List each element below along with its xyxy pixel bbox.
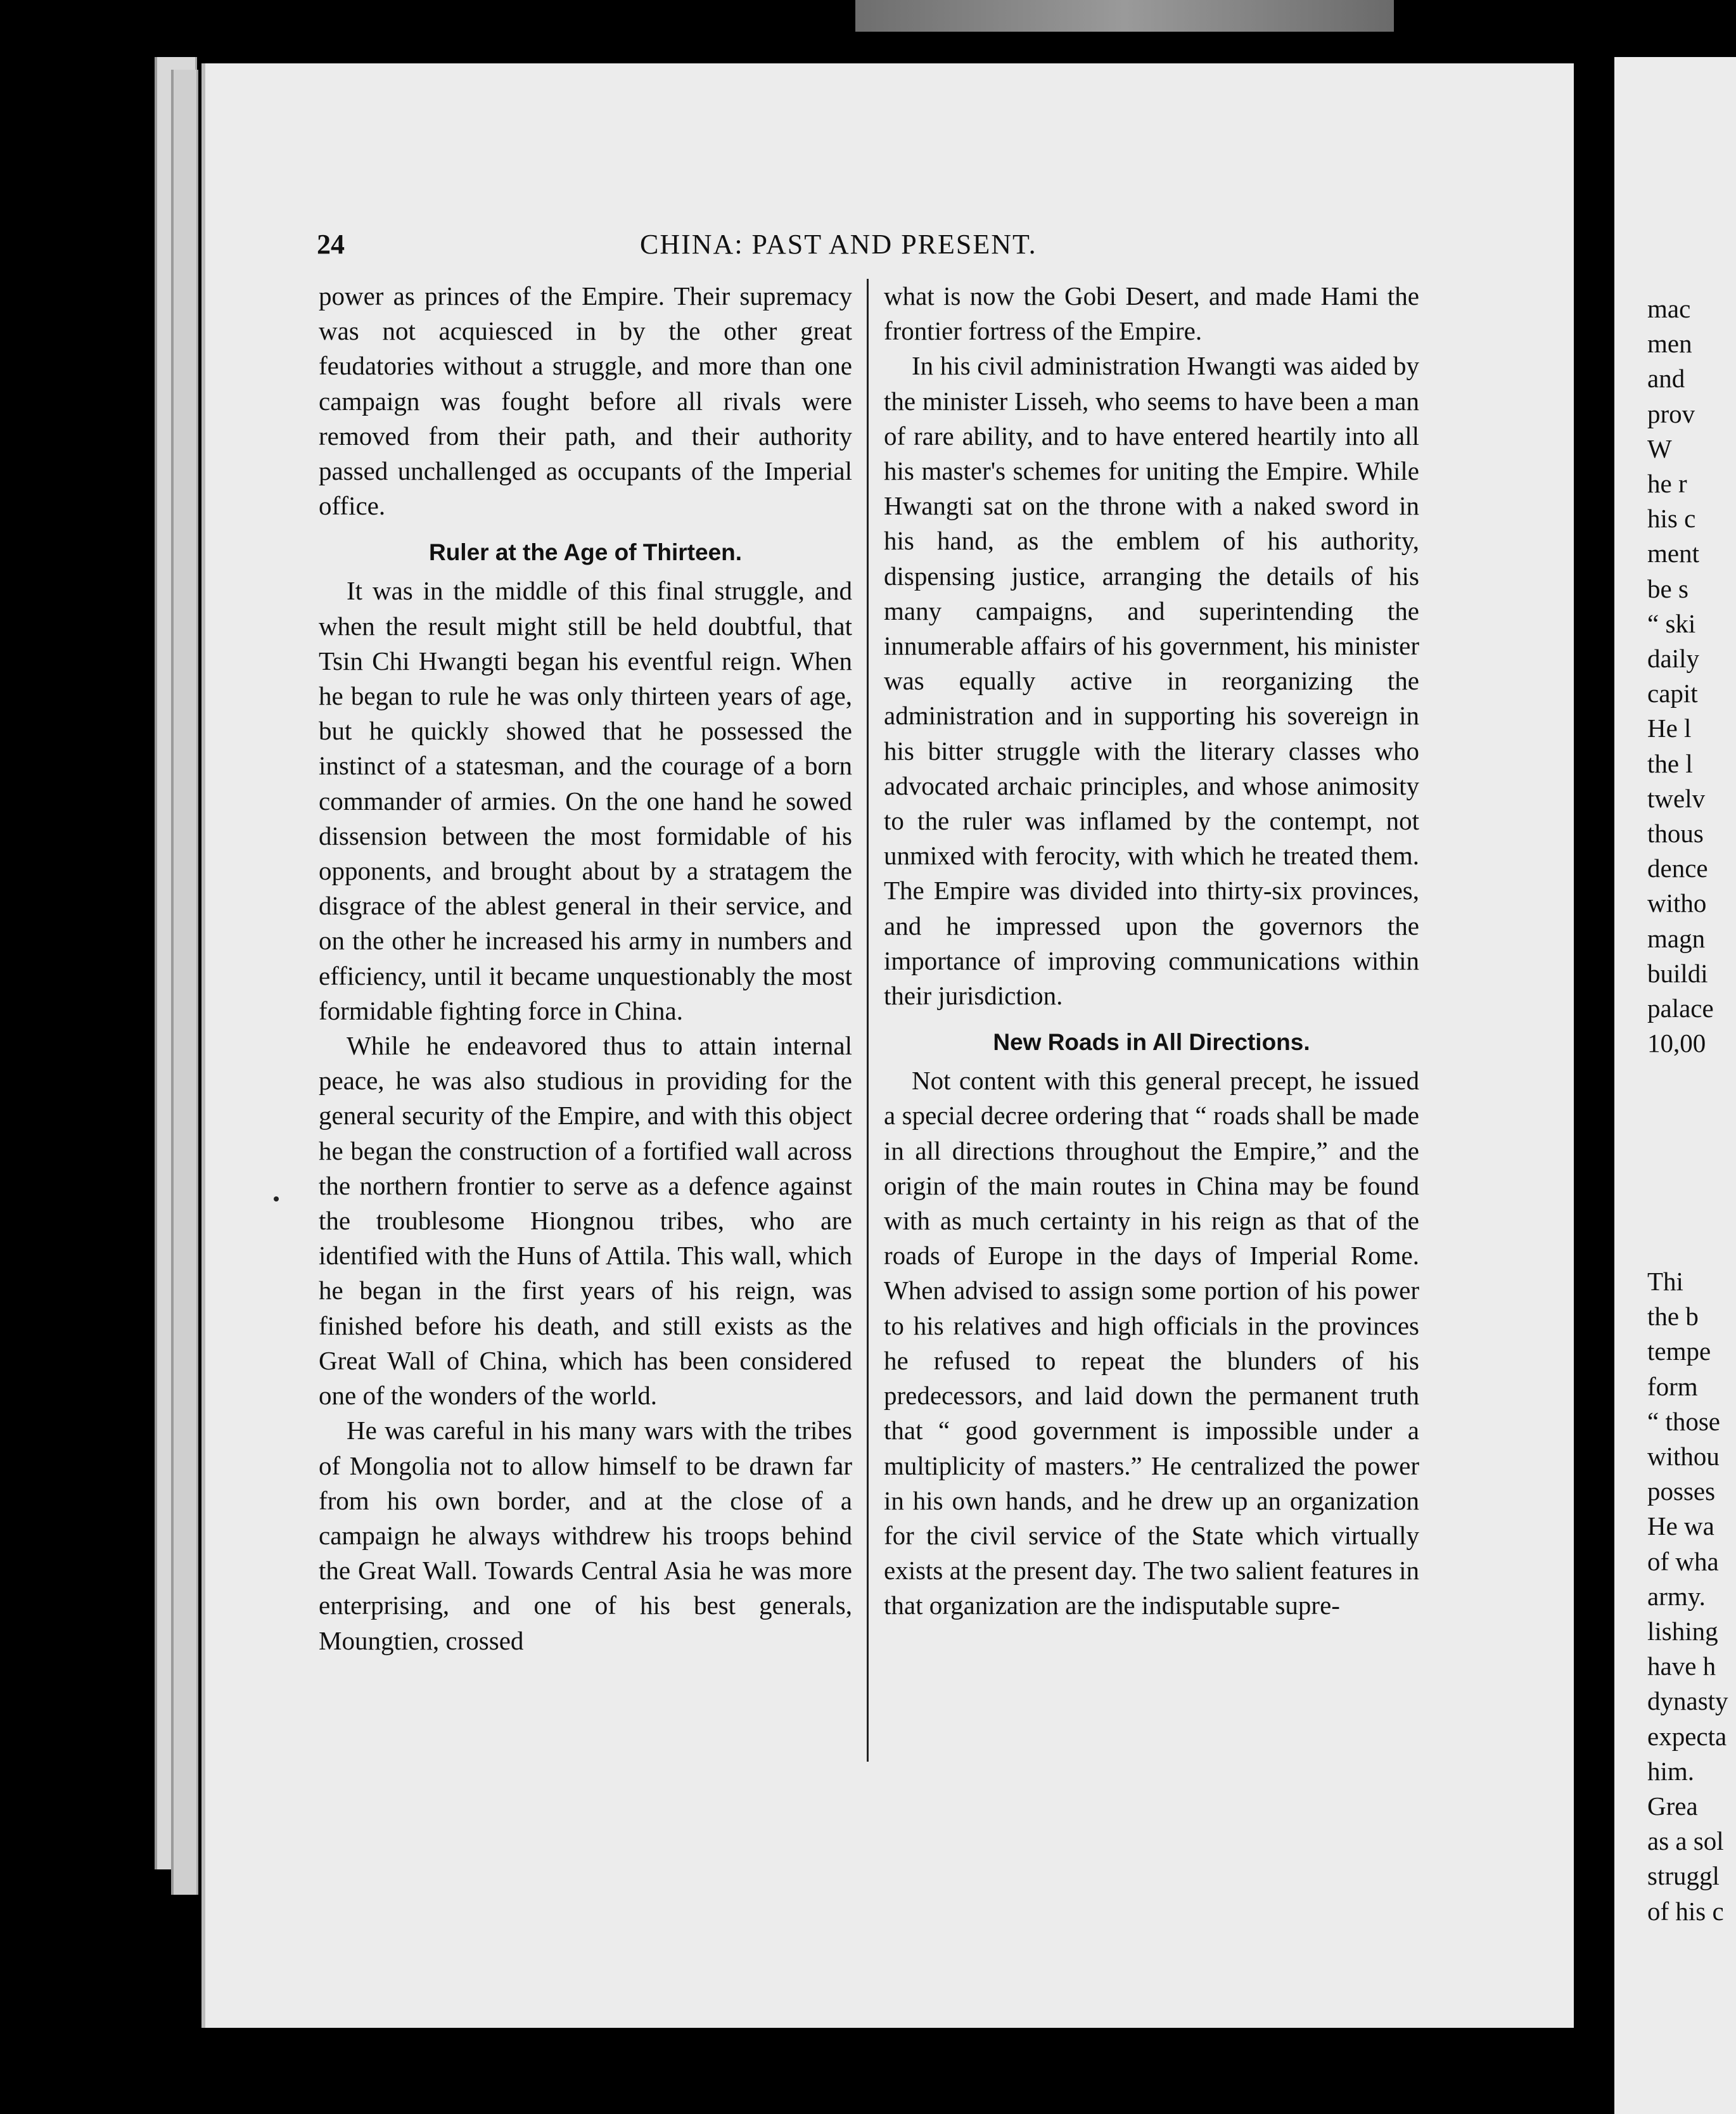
scan-top-strip <box>855 0 1394 32</box>
adjacent-page-fragment: expecta <box>1647 1721 1727 1751</box>
right-column <box>884 279 1419 1787</box>
section-heading: Ruler at the Age of Thirteen. <box>428 539 743 566</box>
paragraph: what is now the Gobi Desert, and made Hami the frontier fortress of the Empire. <box>884 281 1419 346</box>
paragraph: While he endeavored thus to attain internal peace, he was also studious in providing for the general security of the Empire, and with this object he began the construction of a fortified wall across the northern frontier to serve as a defence against the troublesome Hiongnou tribes, who are identified with the Huns of Attila. This wall, which he began in the first years of his reign, was finished before his death, and still exists as the Great Wall of China, which has been considered one of the wonders of the world. <box>319 1031 852 1411</box>
adjacent-page-fragment: posses <box>1647 1477 1716 1506</box>
page-stack-edge-inner <box>171 70 198 1895</box>
adjacent-page-fragment: of his c <box>1647 1896 1724 1926</box>
adjacent-page-fragment: 10,00 <box>1647 1028 1706 1058</box>
adjacent-page <box>1614 57 1736 2114</box>
adjacent-page-fragment: army. <box>1647 1581 1706 1611</box>
adjacent-page-fragment: “ those <box>1647 1406 1720 1436</box>
adjacent-page-fragment: as a sol <box>1647 1826 1724 1856</box>
adjacent-page-fragment: dynasty <box>1647 1686 1728 1716</box>
adjacent-page-fragment: the l <box>1647 748 1693 778</box>
adjacent-page-fragment: withou <box>1647 1442 1720 1471</box>
adjacent-page-fragment: Grea <box>1647 1791 1698 1821</box>
adjacent-page-fragment: thous <box>1647 819 1704 848</box>
page-header <box>317 228 1102 266</box>
running-head: CHINA: PAST AND PRESENT. <box>640 229 1037 260</box>
left-column <box>319 279 852 1787</box>
page-number: 24 <box>317 229 345 260</box>
adjacent-page-fragment: He l <box>1647 714 1692 743</box>
paragraph: In his civil administration Hwangti was aided by the minister Lisseh, who seems to have been a man of rare ability, and to have entered heartily into all his master's schemes for uniting the Empire. While Hwangti sat on the throne with a naked sword in his hand, as the emblem of his authority, dispensing justice, arranging the details of his many campaigns, and superintending the innumerable affairs of his government, his minister was equally active in reorganizing the administration and in supporting his sovereign in his bitter struggle with the literary classes who advocated archaic principles, and whose animosity to the ruler was inflamed by the contempt, not unmixed with ferocity, with which he treated them. The Empire was divided into thirty-six provinces, and he impressed upon the governors the importance of improving communications within their jurisdiction. <box>884 351 1419 1011</box>
adjacent-page-fragment: and <box>1647 364 1685 394</box>
stray-mark <box>274 1196 279 1201</box>
section-heading: New Roads in All Directions. <box>993 1029 1310 1056</box>
adjacent-page-fragment: buildi <box>1647 958 1708 988</box>
adjacent-page-fragment: W <box>1647 433 1672 463</box>
adjacent-page-fragment: ment <box>1647 539 1699 568</box>
adjacent-page-fragment: he r <box>1647 469 1687 498</box>
adjacent-page-fragment: twelv <box>1647 783 1706 813</box>
adjacent-page-fragment: capit <box>1647 679 1698 708</box>
paragraph: power as princes of the Empire. Their supremacy was not acquiesced in by the other great feudatories without a struggle, and more than one campaign was fought before all rivals were removed from their path, and their authority passed unchallenged as occupants of the Imperial office. <box>319 281 852 521</box>
paragraph: It was in the middle of this final struggle, and when the result might still be held doubtful, that Tsin Chi Hwangti began his eventful reign. When he began to rule he was only thirteen years of age, but he quickly showed that he possessed the instinct of a statesman, and the courage of a born commander of armies. On the one hand he sowed dissension between the most formidable of his opponents, and brought about by a stratagem the disgrace of the ablest general in their service, and on the other he increased his army in numbers and efficiency, until it became unquestionably the most formidable fighting force in China. <box>319 576 852 1025</box>
adjacent-page-fragment: palace <box>1647 994 1714 1023</box>
adjacent-page-fragment: form <box>1647 1371 1698 1401</box>
column-rule <box>867 279 869 1762</box>
adjacent-page-fragment: of wha <box>1647 1546 1719 1576</box>
adjacent-page-fragment: dence <box>1647 854 1708 883</box>
adjacent-page-fragment: witho <box>1647 888 1707 918</box>
adjacent-page-fragment: lishing <box>1647 1617 1718 1646</box>
adjacent-page-fragment: mac <box>1647 294 1691 323</box>
adjacent-page-fragment: prov <box>1647 399 1695 428</box>
paragraph: He was careful in his many wars with the tribes of Mongolia not to allow himself to be drawn far from his own border, and at the close of a campaign he always withdrew his troops behind the Great Wall. Towards Central Asia he was more enterprising, and one of his best generals, Moungtien, crossed <box>319 1416 852 1655</box>
adjacent-page-fragment: struggl <box>1647 1861 1720 1891</box>
adjacent-page-fragment: Thi <box>1647 1267 1683 1296</box>
adjacent-page-fragment: He wa <box>1647 1511 1714 1541</box>
paragraph: Not content with this general precept, he issued a special decree ordering that “ roads shall be made in all directions throughout the Empire,” and the origin of the main routes in China may be found with as much certainty in his reign as that of the roads of Europe in the days of Imperial Rome. When advised to assign some portion of his power to his relatives and high officials in the provinces he refused to repeat the blunders of his predecessors, and laid down the permanent truth that “ good government is impossible under a multiplicity of masters.” He centralized the power in his own hands, and he drew up an organization for the civil service of the State which virtually exists at the present day. The two salient features in that organization are the indisputable supre- <box>884 1066 1419 1620</box>
adjacent-page-fragment: his c <box>1647 504 1696 534</box>
adjacent-page-fragment: “ ski <box>1647 608 1696 638</box>
adjacent-page-fragment: be s <box>1647 573 1688 603</box>
adjacent-page-fragment: men <box>1647 329 1692 359</box>
adjacent-page-fragment: have h <box>1647 1651 1716 1681</box>
adjacent-page-fragment: him. <box>1647 1756 1695 1786</box>
adjacent-page-fragment: the b <box>1647 1302 1699 1331</box>
adjacent-page-fragment: tempe <box>1647 1336 1711 1366</box>
adjacent-page-fragment: magn <box>1647 923 1706 953</box>
adjacent-page-fragment: daily <box>1647 644 1699 673</box>
